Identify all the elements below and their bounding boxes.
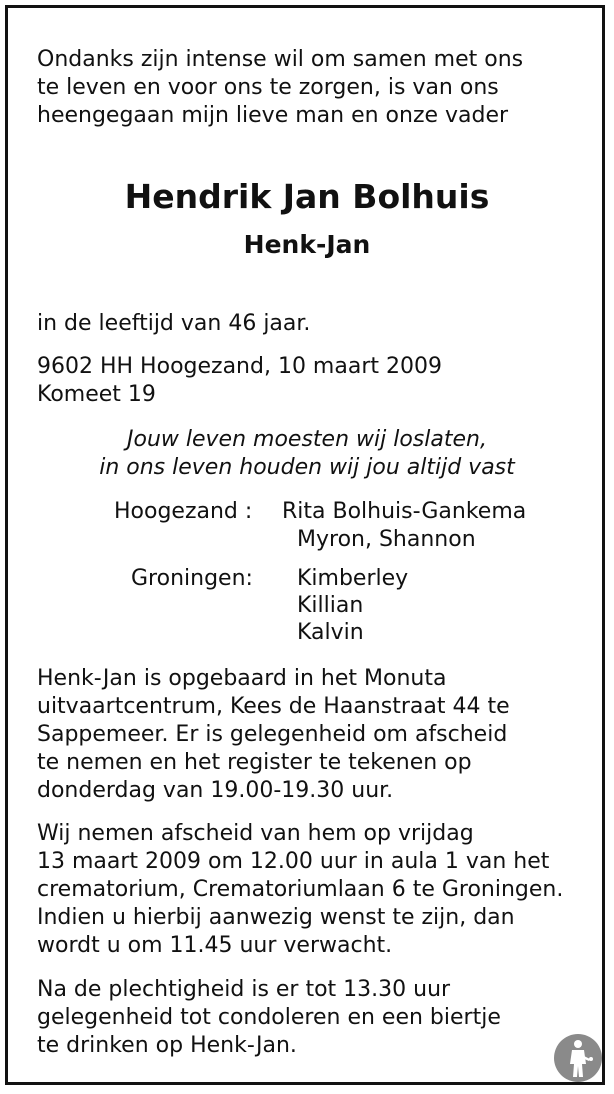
farewell-line: crematorium, Crematoriumlaan 6 te Groningen. (37, 877, 564, 902)
viewing-paragraph (37, 665, 510, 805)
family-place: Hoogezand : (114, 499, 253, 524)
after-paragraph (37, 976, 501, 1060)
after-line: gelegenheid tot condoleren en een biertje (37, 1005, 501, 1030)
after-line: te drinken op Henk-Jan. (37, 1033, 297, 1058)
family-place: Groningen: (131, 566, 253, 591)
farewell-line: wordt u om 11.45 uur verwacht. (37, 933, 393, 958)
place-date: 9602 HH Hoogezand, 10 maart 2009 (37, 354, 442, 379)
verse (0, 426, 614, 482)
verse-line: in ons leven houden wij jou altijd vast (99, 455, 515, 480)
after-line: Na de plechtigheid is er tot 13.30 uur (37, 977, 451, 1002)
viewing-line: te nemen en het register te tekenen op (37, 750, 472, 775)
deceased-name: Hendrik Jan Bolhuis (124, 177, 490, 216)
viewing-line: Henk-Jan is opgebaard in het Monuta (37, 666, 447, 691)
street: Komeet 19 (37, 382, 156, 407)
family-member: Killian (297, 593, 364, 618)
family-member: Rita Bolhuis-Gankema (282, 499, 527, 524)
family-member: Kimberley (297, 566, 409, 591)
intro-paragraph (37, 46, 523, 130)
farewell-paragraph (37, 820, 563, 960)
intro-line: heengegaan mijn lieve man en onze vader (37, 103, 509, 128)
family-member: Myron, Shannon (297, 527, 476, 552)
viewing-line: donderdag van 19.00-19.30 uur. (37, 778, 394, 803)
viewing-line: uitvaartcentrum, Kees de Haanstraat 44 te (37, 694, 510, 719)
farewell-line: 13 maart 2009 om 12.00 uur in aula 1 van het (37, 849, 550, 874)
family-member: Kalvin (297, 620, 364, 645)
farewell-line: Indien u hierbij aanwezig wenst te zijn, dan (37, 905, 515, 930)
farewell-line: Wij nemen afscheid van hem op vrijdag (37, 821, 474, 846)
intro-line: Ondanks zijn intense wil om samen met ons (37, 47, 524, 72)
intro-line: te leven en voor ons te zorgen, is van ons (37, 75, 499, 100)
age-line: in de leeftijd van 46 jaar. (37, 311, 311, 336)
verse-line: Jouw leven moesten wij loslaten, (127, 427, 487, 452)
deceased-nickname: Henk-Jan (243, 230, 371, 259)
viewing-line: Sappemeer. Er is gelegenheid om afscheid (37, 722, 508, 747)
address-block (37, 353, 442, 409)
memorial-figure-icon (553, 1033, 603, 1083)
